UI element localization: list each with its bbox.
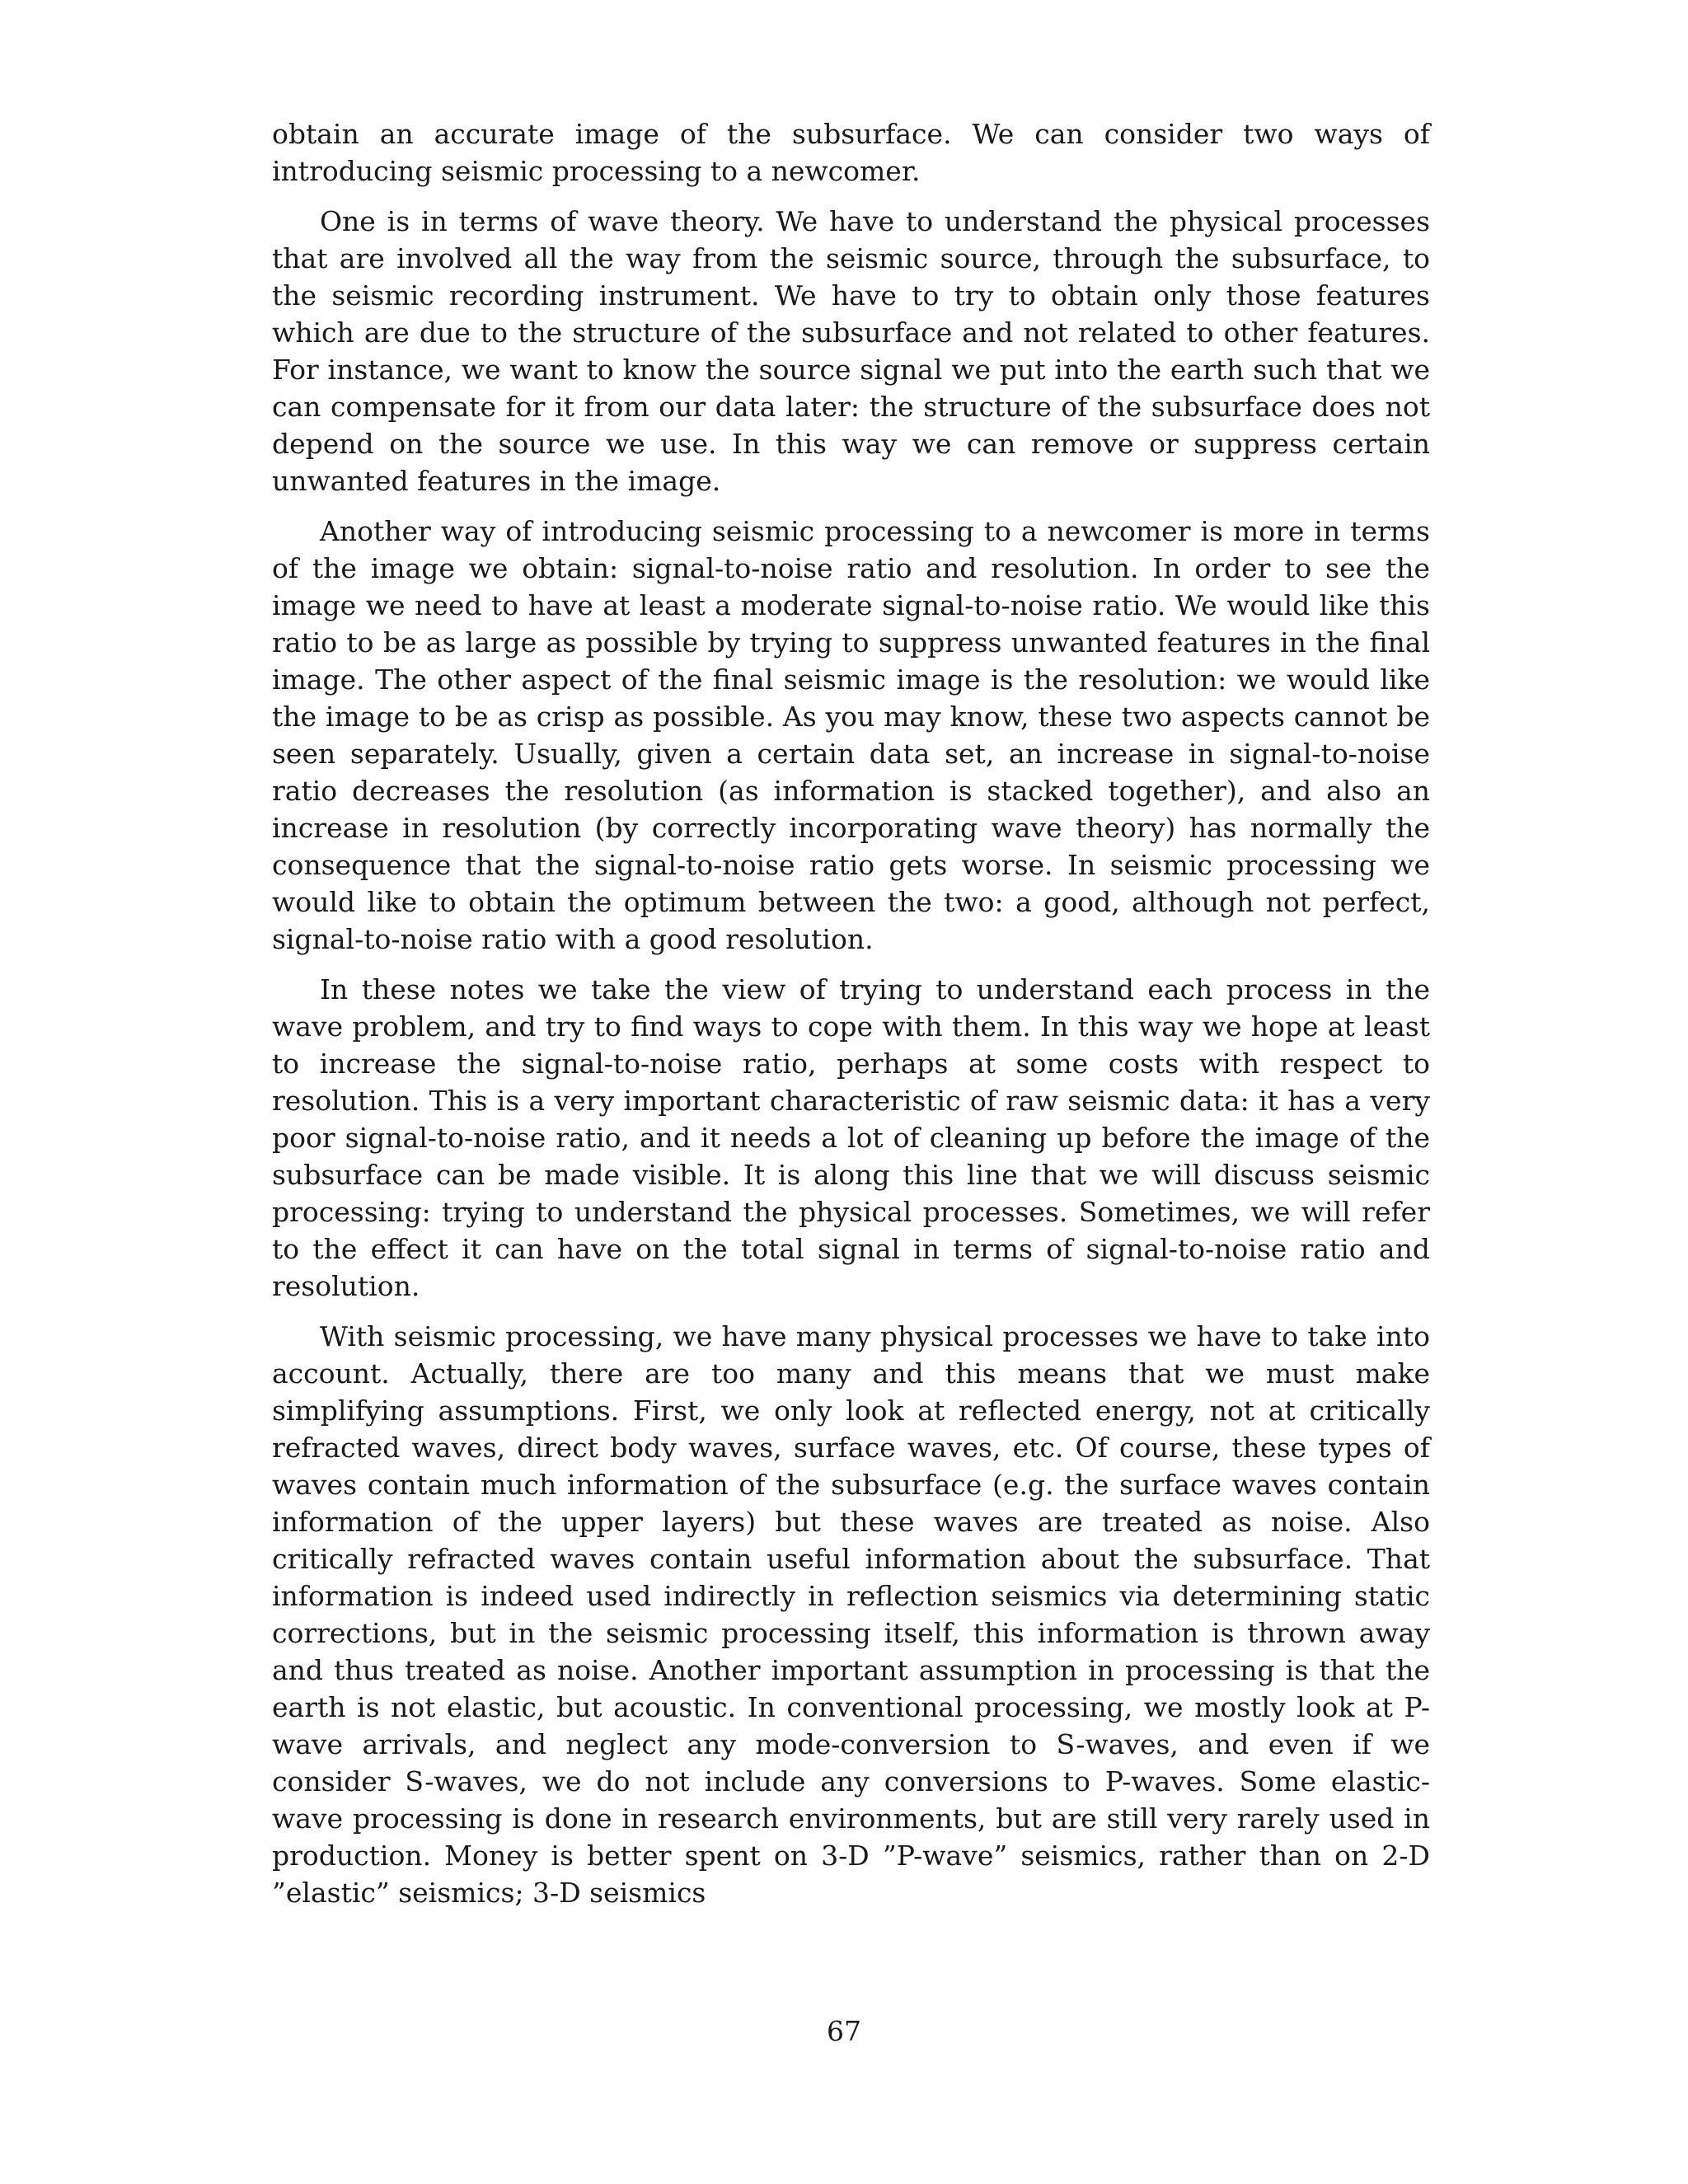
- page-number: 67: [827, 2015, 861, 2047]
- paragraph-wave-theory: One is in terms of wave theory. We have to understand the physical processes that are involved all the way from the seismic source, through the subsurface, to the seismic recording instrument. We have to try to obtain only those features which are due to the structure of the subsurface and not related to other features. For instance, we want to know the source signal we put into the earth such that we can compensate for it from our data later: the structure of the subsurface does not depend on the source we use. In this way we can remove or suppress certain unwanted features in the image.: [272, 205, 1430, 497]
- paragraph-notes-view: In these notes we take the view of trying to understand each process in the wave problem, and try to find ways to cope with them. In this way we hope at least to increase the signal-to-noise ratio, perhaps at some costs with respect to resolution. This is a very important characteristic of raw seismic data: it has a very poor signal-to-noise ratio, and it needs a lot of cleaning up before the image of the subsurface can be made visible. It is along this line that we will discuss seismic processing: trying to understand the physical processes. Sometimes, we will refer to the effect it can have on the total signal in terms of signal-to-noise ratio and resolution.: [272, 973, 1430, 1302]
- paragraph-continuation: obtain an accurate image of the subsurface. We can consider two ways of introducing seismic processing to a newcomer.: [272, 118, 1430, 187]
- paragraph-assumptions: With seismic processing, we have many physical processes we have to take into account. Actually, there are too many and this means that we must make simplifying assumptions. First, we only look at reflected energy, not at critically refracted waves, direct body waves, surface waves, etc. Of course, these types of waves contain much information of the subsurface (e.g. the surface waves contain information of the upper layers) but these waves are treated as noise. Also critically refracted waves contain useful information about the subsurface. That information is indeed used indirectly in reflection seismics via determining static corrections, but in the seismic processing itself, this information is thrown away and thus treated as noise. Another important assumption in processing is that the earth is not elastic, but acoustic. In conventional processing, we mostly look at P-wave arrivals, and neglect any mode-conversion to S-waves, and even if we consider S-waves, we do not include any conversions to P-waves. Some elastic-wave processing is done in research environments, but are still very rarely used in production. Money is better spent on 3-D ”P-wave” seismics, rather than on 2-D ”elastic” seismics; 3-D seismics: [272, 1320, 1430, 1909]
- body-text: [272, 115, 1430, 1924]
- paragraph-signal-to-noise: Another way of introducing seismic processing to a newcomer is more in terms of the image we obtain: signal-to-noise ratio and resolution. In order to see the image we need to have at least a moderate signal-to-noise ratio. We would like this ratio to be as large as possible by trying to suppress unwanted features in the final image. The other aspect of the final seismic image is the resolution: we would like the image to be as crisp as possible. As you may know, these two aspects cannot be seen separately. Usually, given a certain data set, an increase in signal-to-noise ratio decreases the resolution (as information is stacked together), and also an increase in resolution (by correctly incorporating wave theory) has normally the consequence that the signal-to-noise ratio gets worse. In seismic processing we would like to obtain the optimum between the two: a good, although not perfect, signal-to-noise ratio with a good resolution.: [272, 515, 1430, 955]
